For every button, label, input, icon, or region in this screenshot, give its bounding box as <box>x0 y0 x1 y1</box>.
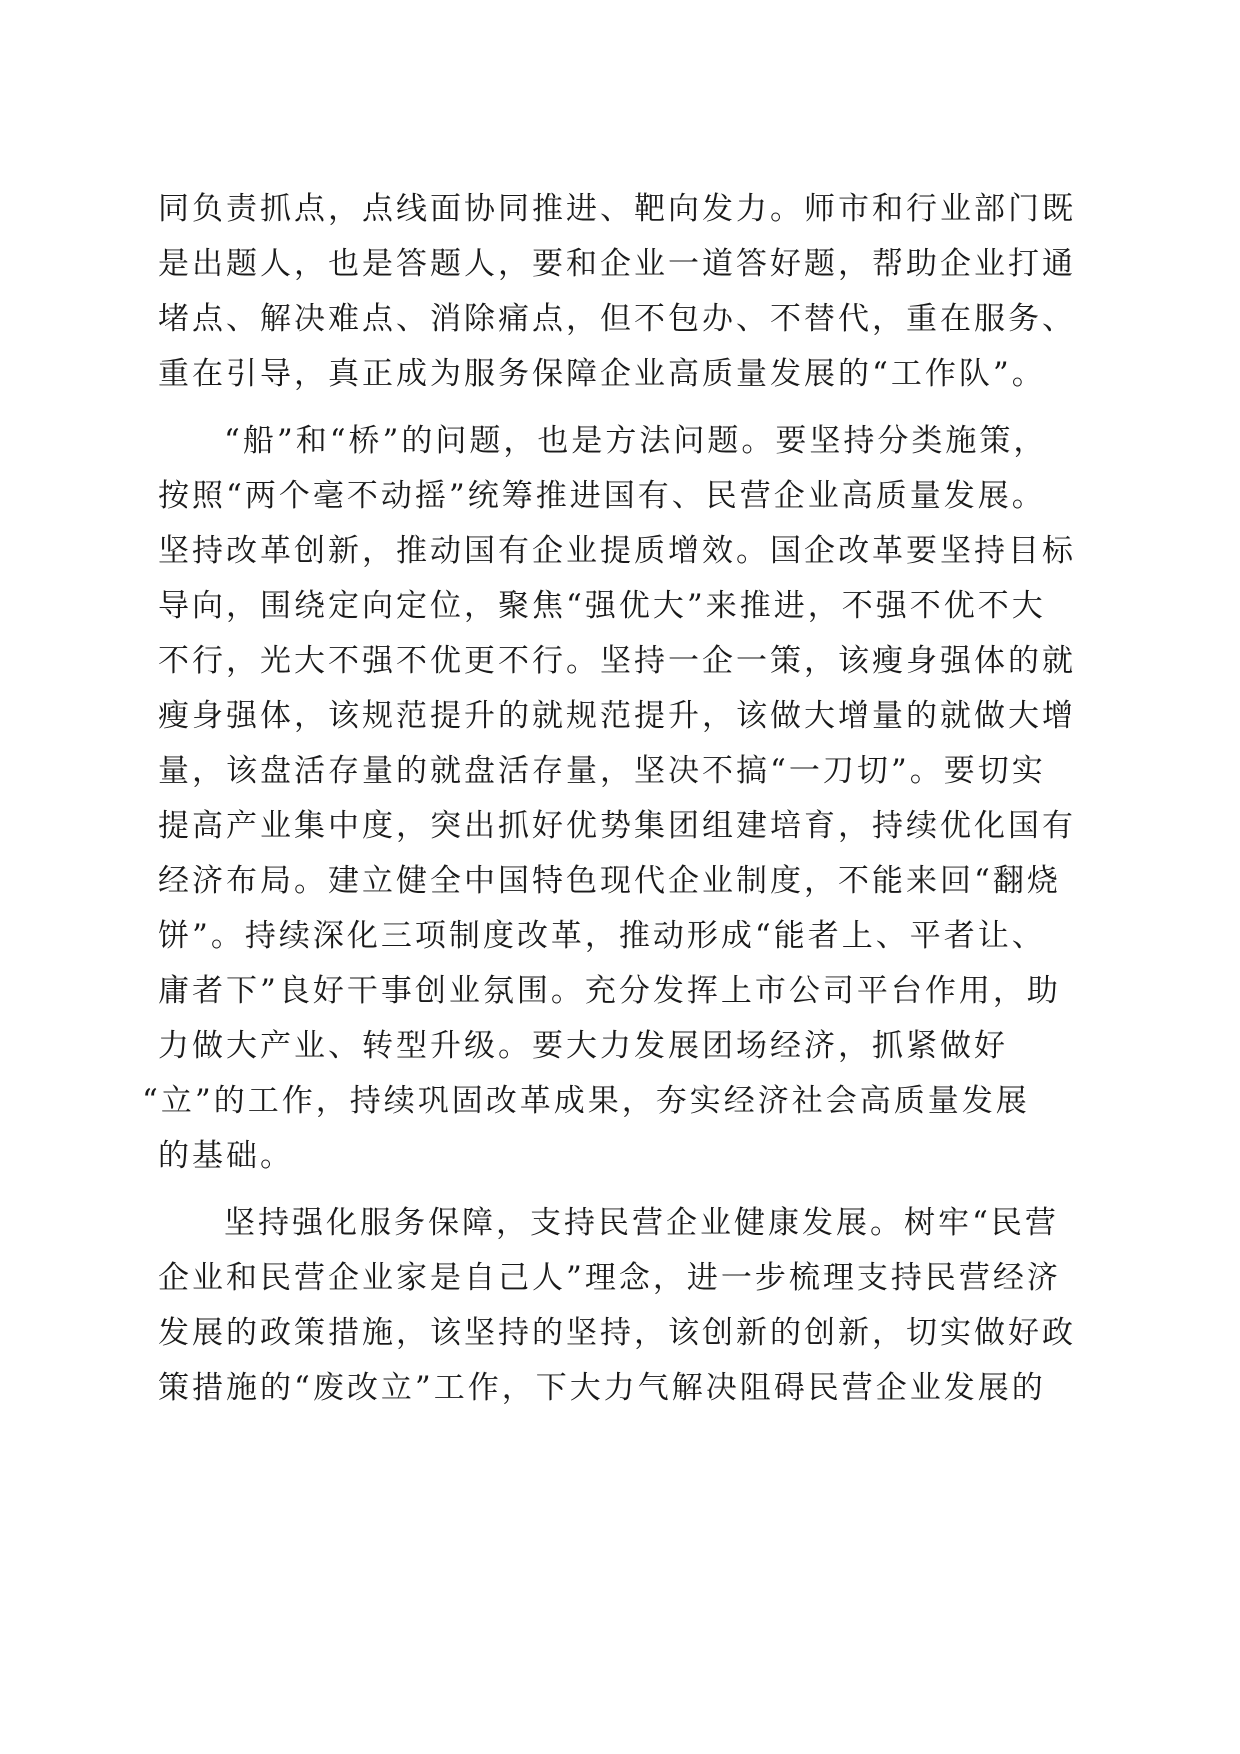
text-line: 坚持改革创新，推动国有企业提质增效。国企改革要坚持目标 <box>158 533 1076 569</box>
text-line: 提高产业集中度，突出抓好优势集团组建培育，持续优化国有 <box>158 808 1076 844</box>
text-line: 庸者下”良好干事创业氛围。充分发挥上市公司平台作用，助 <box>158 973 1061 1009</box>
text-line: 企业和民营企业家是自己人”理念，进一步梳理支持民营经济 <box>158 1260 1061 1296</box>
paragraph-2 <box>142 414 1076 1184</box>
text-line: 量，该盘活存量的就盘活存量，坚决不搞“一刀切”。要切实 <box>158 753 1046 789</box>
paragraph-spacing <box>158 1184 1058 1196</box>
text-line: 饼”。持续深化三项制度改革，推动形成“能者上、平者让、 <box>158 918 1046 954</box>
text-line: “立”的工作，持续巩固改革成果，夯实经济社会高质量发展 <box>142 1083 1030 1119</box>
paragraph-3 <box>158 1196 1076 1416</box>
text-line: “船”和“桥”的问题，也是方法问题。要坚持分类施策， <box>224 423 1048 459</box>
text-line: 的基础。 <box>158 1138 294 1174</box>
document-body <box>142 182 1076 1416</box>
text-line: 导向，围绕定向定位，聚焦“强优大”来推进，不强不优不大 <box>158 588 1046 624</box>
paragraph-spacing <box>158 402 1058 414</box>
text-line: 是出题人，也是答题人，要和企业一道答好题，帮助企业打通 <box>158 246 1076 282</box>
text-line: 重在引导，真正成为服务保障企业高质量发展的“工作队”。 <box>158 356 1046 392</box>
text-line: 坚持强化服务保障，支持民营企业健康发展。树牢“民营 <box>224 1205 1059 1241</box>
text-line: 瘦身强体，该规范提升的就规范提升，该做大增量的就做大增 <box>158 698 1076 734</box>
paragraph-1 <box>158 182 1076 402</box>
text-line: 同负责抓点，点线面协同推进、靶向发力。师市和行业部门既 <box>158 191 1076 227</box>
text-line: 经济布局。建立健全中国特色现代企业制度，不能来回“翻烧 <box>158 863 1061 899</box>
text-line: 堵点、解决难点、消除痛点，但不包办、不替代，重在服务、 <box>158 301 1076 337</box>
text-line: 策措施的“废改立”工作，下大力气解决阻碍民营企业发展的 <box>158 1370 1046 1406</box>
text-line: 发展的政策措施，该坚持的坚持，该创新的创新，切实做好政 <box>158 1315 1076 1351</box>
text-line: 力做大产业、转型升级。要大力发展团场经济，抓紧做好 <box>158 1028 1008 1064</box>
text-line: 不行，光大不强不优更不行。坚持一企一策，该瘦身强体的就 <box>158 643 1076 679</box>
text-line: 按照“两个毫不动摇”统筹推进国有、民营企业高质量发展。 <box>158 478 1046 514</box>
